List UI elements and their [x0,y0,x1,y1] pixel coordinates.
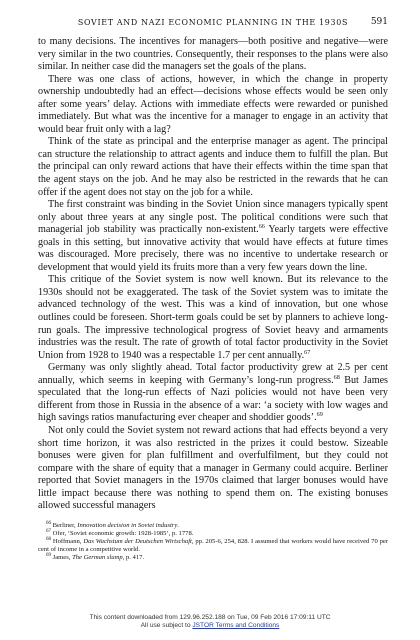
document-page [38,10,388,620]
body-text [38,36,388,513]
paragraph [38,36,388,74]
paragraph [38,425,388,513]
footnote-number: 68 [46,536,51,542]
text-run: The first constraint was binding in the Soviet Union since managers typically spent only about three years at any single post. The political conditions were such that managerial job stability was practically non-existent. [38,199,388,236]
text-run: to many decisions. The incentives for managers—both positive and negative—were very similar in the two countries. Consequently, their responses to the plans were also similar. In neither case did the managers set the goals of the plans. [38,36,388,73]
text-run: Berliner, [52,521,78,529]
page-number: 591 [370,17,388,27]
footnote-ref: 68 [333,373,340,381]
footnote [38,522,388,530]
running-header [38,10,388,36]
running-title: SOVIET AND NAZI ECONOMIC PLANNING IN THE 1930S [77,18,349,27]
footnote [38,554,388,562]
footnote-number: 66 [46,520,51,526]
terms-line [0,622,420,630]
terms-link[interactable]: JSTOR Terms and Conditions [192,622,280,629]
text-run: Germany was only slightly ahead. Total factor productivity grew at 2.5 per cent annually, which seems in keeping with Germany’s long-run progress. [38,362,388,386]
footnote-ref: 69 [316,411,323,419]
paragraph [38,136,388,199]
text-run: Ofer, ‘Soviet economic growth: 1928-1985’, p. 1778. [52,529,194,537]
italic-title: Das Wachstum der Deutschen Wirtschaft [83,537,192,545]
paragraph [38,362,388,425]
text-run: Think of the state as principal and the enterprise manager as agent. The principal can structure the relationship to attract agents and induce them to fulfill the plan. But the principal can only reward actions that have their effects within the time span that the agent stays on the job. And he may also be restricted in the rewards that he can offer if the agent does not stay on the job for a while. [38,136,388,198]
text-run: This critique of the Soviet system is now well known. But its relevance to the 1930s should not be exaggerated. The task of the Soviet system was to imitate the advanced technology of the west. This was a kind of innovation, but one whose outlines could be foreseen. Short-term goals could be set by planners to achieve long-run goals. The impressive technological progress of Soviet heavy and armaments industries was the result. The rate of growth of total factor productivity in the Soviet Union from 1928 to 1940 was a respectable 1.7 per cent annually. [38,274,388,361]
text-run: , p. 417. [122,553,145,561]
text-run: . [177,521,179,529]
paragraph [38,199,388,274]
paragraph [38,274,388,362]
text-run: But James speculated that the long-run effects of Nazi policies would not have been very different from those in Russia in the absence of a war: ‘a society with low wages and high savings ratios manufacturing ever cheaper and shoddier goods’. [38,374,388,424]
text-run: Hoffmann, [52,537,84,545]
footnote [38,538,388,554]
footnote-ref: 67 [304,348,311,356]
text-run: Yearly targets were effective goals in this setting, but innovative activity that would have effects at future times was discouraged. More precisely, there was no incentive to undertake research or development that would yield its fruits more than a very few years down the line. [38,224,389,273]
terms-prefix: All use subject to [140,622,193,629]
italic-title: The German slump [72,553,123,561]
italic-title: Innovation decision in Soviet industry [77,521,178,529]
text-run: There was one class of actions, however, in which the change in property ownership undoubtedly had an effect—decisions whose effects would be seen only after some years’ delay. Actions with immediate effects were rewarded or punished immediately. But what was the incentive for a manager to engage in an activity that would bear fruit only with a lag? [38,73,388,135]
download-notice [0,614,420,630]
footnote [38,530,388,538]
download-line: This content downloaded from 129.96.252.188 on Tue, 09 Feb 2016 17:09:11 UTC [89,614,331,621]
text-run: Not only could the Soviet system not reward actions that had effects beyond a very short time horizon, it was also restricted in the prizes it could bestow. Sizeable bonuses were given for plan fulfillment and overfulfilment, but they could not compare with the share of equity that a manager in Germany could acquire. Berliner reported that Soviet managers in the 1970s claimed that larger bonuses would have little impact because there was nothing to spend them on. The existing bonuses allowed successful managers [38,424,388,512]
footnote-ref: 66 [258,223,265,231]
text-run: James, [52,553,73,561]
paragraph [38,74,388,137]
footnotes [38,518,388,562]
footnote-number: 69 [46,552,51,558]
text-run: , pp. 205-6, 254, 828. I assumed that workers would have received 70 per cent of income in a competitive world. [38,537,389,553]
footnote-number: 67 [46,528,51,534]
